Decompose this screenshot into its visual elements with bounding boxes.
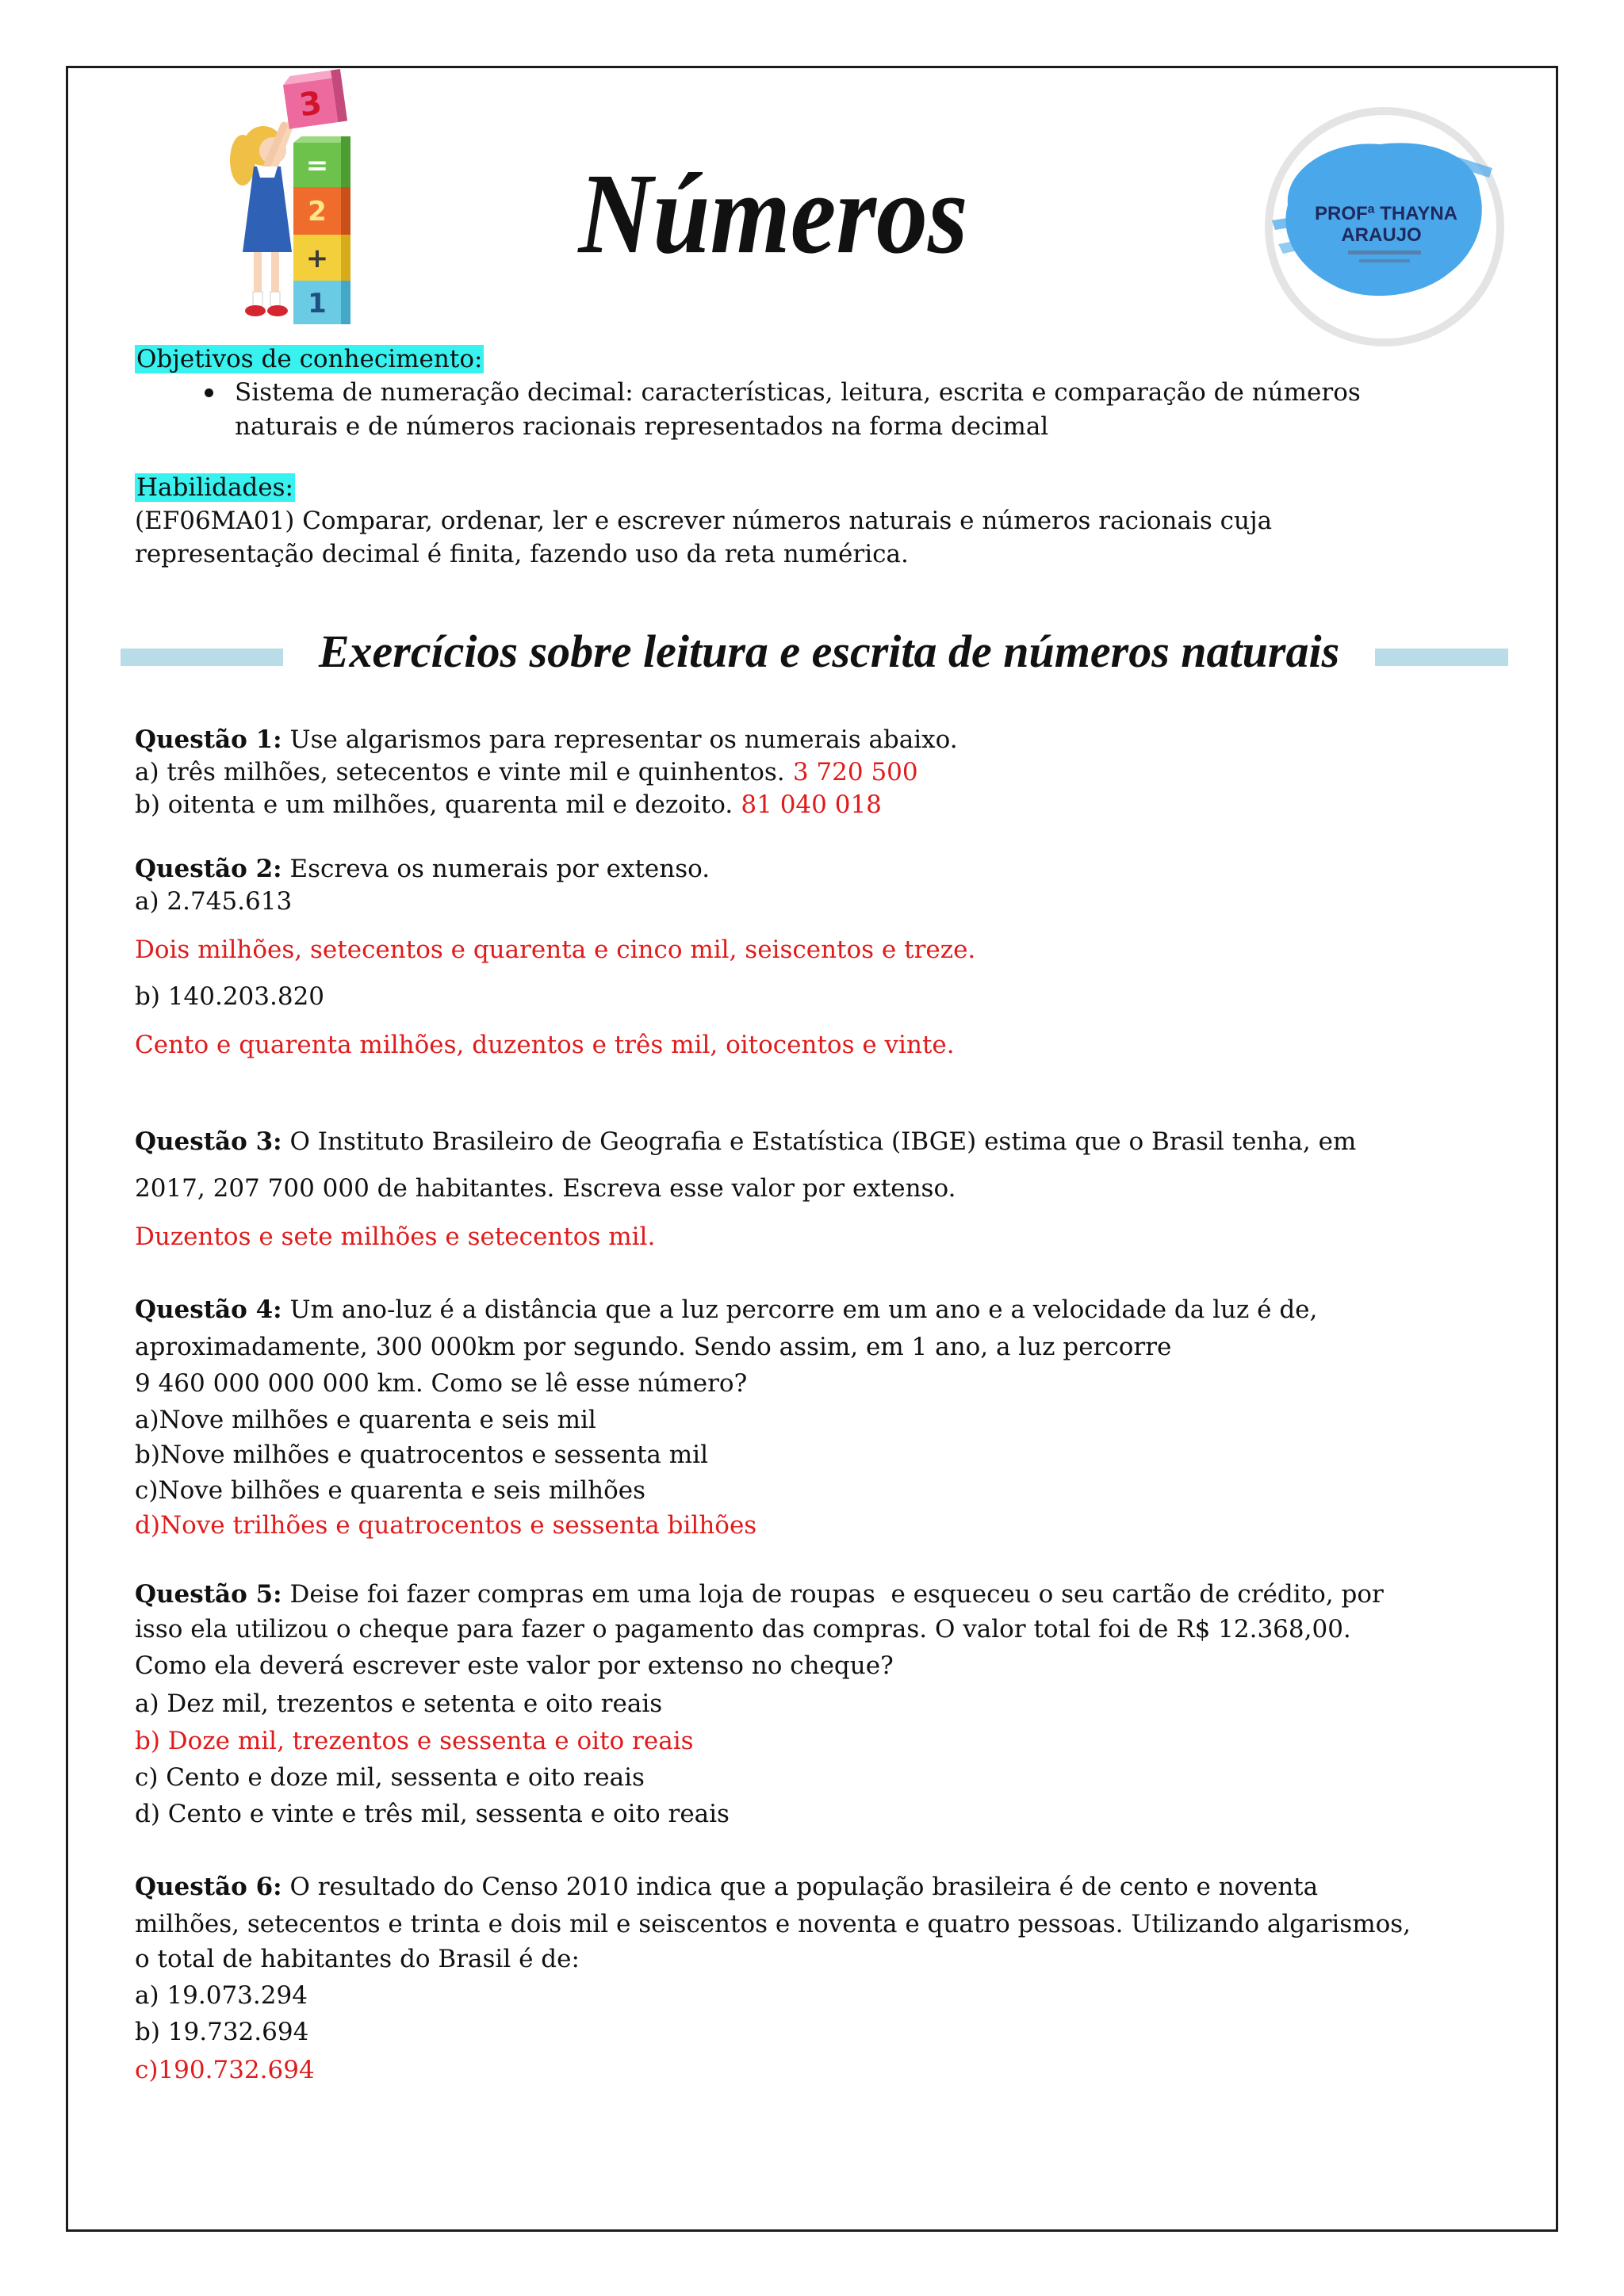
question-5-option-d: d) Cento e vinte e três mil, sessenta e oito reais — [135, 1800, 730, 1828]
question-1-item-a-answer: 3 720 500 — [792, 758, 918, 786]
block-2-label: 2 — [308, 196, 327, 228]
question-5-line-1 — [135, 1577, 1384, 1612]
question-5-option-c: c) Cento e doze mil, sessenta e oito reais — [135, 1763, 645, 1792]
question-6-text-1: O resultado do Censo 2010 indica que a população brasileira é de cento e noventa — [289, 1873, 1319, 1901]
question-4-line-1 — [135, 1292, 1317, 1327]
logo-name-line-2: ARAUJO — [1341, 224, 1422, 246]
question-4-option-d: d)Nove trilhões e quatrocentos e sessenta bilhões — [135, 1511, 757, 1540]
question-5-text-1: Deise foi fazer compras em uma loja de roupas e esqueceu o seu cartão de crédito, por — [289, 1580, 1384, 1609]
question-4-line-3: 9 460 000 000 000 km. Como se lê esse número? — [135, 1369, 748, 1398]
question-4-line-2: aproximadamente, 300 000km por segundo. Sendo assim, em 1 ano, a luz percorre — [135, 1333, 1172, 1361]
question-1-item-a-text: a) três milhões, setecentos e vinte mil e quinhentos. — [135, 758, 785, 786]
question-2-item-b: b) 140.203.820 — [135, 982, 325, 1011]
question-1-line-1 — [135, 722, 958, 757]
question-3-text-1: O Instituto Brasileiro de Geografia e Estatística (IBGE) estima que o Brasil tenha, em — [289, 1127, 1357, 1156]
question-6-option-a: a) 19.073.294 — [135, 1981, 308, 2010]
teacher-logo — [1261, 103, 1508, 350]
question-1-item-b — [135, 787, 882, 822]
block-plus — [293, 235, 350, 281]
question-6-label: Questão 6: — [135, 1873, 282, 1901]
objective-line-2: naturais e de números racionais representados na forma decimal — [235, 412, 1049, 441]
question-6-option-c: c)190.732.694 — [135, 2056, 315, 2084]
question-2-text: Escreva os numerais por extenso. — [289, 855, 710, 883]
banner-bar-right — [1375, 649, 1508, 666]
objective-line-1: Sistema de numeração decimal: características, leitura, escrita e comparação de números — [235, 378, 1361, 407]
section-title: Exercícios sobre leitura e escrita de números naturais — [318, 626, 1340, 677]
question-6-line-1 — [135, 1869, 1318, 1904]
question-5-option-b: b) Doze mil, trezentos e sessenta e oito reais — [135, 1727, 694, 1755]
page-title: Números — [578, 150, 968, 278]
question-2-line-1 — [135, 851, 710, 886]
question-6-line-3: o total de habitantes do Brasil é de: — [135, 1945, 580, 1973]
girl-figure — [230, 121, 292, 316]
question-4-option-a: a)Nove milhões e quarenta e seis mil — [135, 1406, 596, 1434]
block-equals-label: = — [305, 150, 329, 182]
question-4-label: Questão 4: — [135, 1295, 282, 1324]
question-3-answer: Duzentos e sete milhões e setecentos mil. — [135, 1223, 656, 1251]
question-1-item-b-text: b) oitenta e um milhões, quarenta mil e dezoito. — [135, 790, 733, 819]
question-2-item-a-answer: Dois milhões, setecentos e quarenta e cinco mil, seiscentos e treze. — [135, 936, 976, 964]
question-6-option-b: b) 19.732.694 — [135, 2018, 309, 2046]
question-1-item-a — [135, 755, 918, 790]
banner-bar-left — [121, 649, 283, 666]
question-2-label: Questão 2: — [135, 855, 282, 883]
skills-label: Habilidades: — [136, 473, 293, 502]
block-equals — [293, 136, 350, 187]
question-2-item-b-answer: Cento e quarenta milhões, duzentos e três mil, oitocentos e vinte. — [135, 1031, 955, 1059]
block-3-label: 3 — [297, 84, 324, 124]
skills-line-1: (EF06MA01) Comparar, ordenar, ler e escrever números naturais e números racionais cuja — [135, 507, 1273, 535]
block-plus-label: + — [305, 243, 329, 274]
objectives-heading — [135, 342, 484, 377]
question-1-item-b-answer: 81 040 018 — [741, 790, 882, 819]
question-4-option-c: c)Nove bilhões e quarenta e seis milhões — [135, 1476, 646, 1505]
logo-name-line-1: PROFª THAYNA — [1314, 203, 1458, 224]
block-2 — [293, 187, 350, 235]
question-4-option-b: b)Nove milhões e quatrocentos e sessenta mil — [135, 1441, 708, 1469]
question-5-option-a: a) Dez mil, trezentos e setenta e oito reais — [135, 1689, 663, 1718]
skills-heading — [135, 470, 295, 505]
question-4-text-1: Um ano-luz é a distância que a luz percorre em um ano e a velocidade da luz é de, — [289, 1295, 1318, 1324]
bullet-icon — [205, 388, 213, 397]
block-3-held — [282, 69, 347, 129]
block-1 — [293, 281, 350, 324]
girl-stacking-blocks-illustration — [208, 67, 366, 330]
question-6-line-2: milhões, setecentos e trinta e dois mil e seiscentos e noventa e quatro pessoas. Utilizando algarismos, — [135, 1910, 1411, 1938]
question-1-label: Questão 1: — [135, 725, 282, 754]
objectives-label: Objetivos de conhecimento: — [136, 345, 483, 373]
question-5-line-3: Como ela deverá escrever este valor por extenso no cheque? — [135, 1651, 894, 1680]
question-3-line-1 — [135, 1124, 1356, 1159]
question-2-item-a: a) 2.745.613 — [135, 887, 293, 916]
number-blocks-stack — [282, 69, 350, 324]
question-3-line-2: 2017, 207 700 000 de habitantes. Escreva esse valor por extenso. — [135, 1174, 956, 1203]
question-3-label: Questão 3: — [135, 1127, 282, 1156]
skills-line-2: representação decimal é finita, fazendo uso da reta numérica. — [135, 540, 909, 568]
question-5-label: Questão 5: — [135, 1580, 282, 1609]
question-1-text: Use algarismos para representar os numerais abaixo. — [289, 725, 958, 754]
question-5-line-2: isso ela utilizou o cheque para fazer o pagamento das compras. O valor total foi de R$ 12.368,00. — [135, 1615, 1351, 1644]
block-1-label: 1 — [308, 288, 327, 320]
